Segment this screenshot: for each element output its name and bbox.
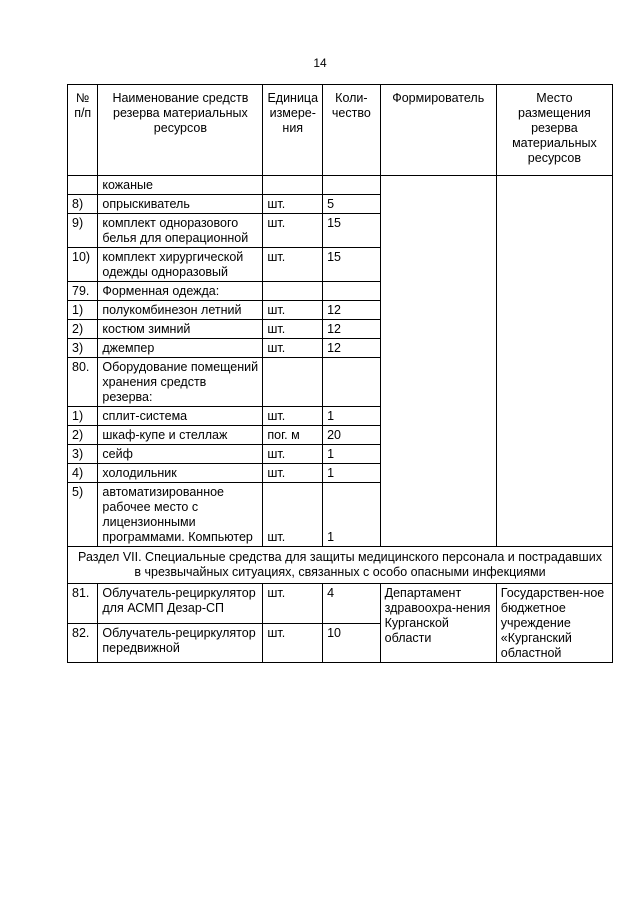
cell-name: джемпер	[98, 339, 263, 358]
cell-qty: 15	[323, 248, 381, 282]
cell-num: 8)	[68, 195, 98, 214]
cell-qty: 15	[323, 214, 381, 248]
cell-name: Форменная одежда:	[98, 282, 263, 301]
cell-unit	[263, 176, 323, 195]
cell-name: Облучатель-рециркулятор передвижной	[98, 623, 263, 663]
table-header-row	[68, 85, 613, 176]
cell-num: 1)	[68, 301, 98, 320]
cell-unit	[263, 282, 323, 301]
header-num: № п/п	[68, 85, 98, 176]
cell-name: холодильник	[98, 464, 263, 483]
cell-qty	[323, 358, 381, 407]
cell-num: 2)	[68, 426, 98, 445]
cell-num: 79.	[68, 282, 98, 301]
cell-former: Департамент здравоохра-нения Курганской области	[380, 584, 496, 663]
section-row	[68, 547, 613, 584]
cell-former-empty	[380, 176, 496, 547]
header-unit: Единица измере-ния	[263, 85, 323, 176]
cell-qty: 1	[323, 464, 381, 483]
cell-qty	[323, 176, 381, 195]
cell-num: 5)	[68, 483, 98, 547]
table-row	[68, 176, 613, 195]
cell-name: Облучатель-рециркулятор для АСМП Дезар-СП	[98, 584, 263, 624]
header-former: Формирователь	[380, 85, 496, 176]
cell-unit: шт.	[263, 301, 323, 320]
cell-name: шкаф-купе и стеллаж	[98, 426, 263, 445]
cell-qty: 10	[323, 623, 381, 663]
cell-qty: 4	[323, 584, 381, 624]
cell-num: 81.	[68, 584, 98, 624]
cell-qty: 1	[323, 407, 381, 426]
header-qty: Коли-чество	[323, 85, 381, 176]
cell-num: 3)	[68, 445, 98, 464]
cell-unit: шт.	[263, 248, 323, 282]
cell-name: полукомбинезон летний	[98, 301, 263, 320]
cell-num	[68, 176, 98, 195]
cell-unit: шт.	[263, 584, 323, 624]
cell-num: 82.	[68, 623, 98, 663]
cell-unit: шт.	[263, 320, 323, 339]
section-title: Раздел VII. Специальные средства для защиты медицинского персонала и пострадавших в чрезвычайных ситуациях, связанных с особо опасными инфекциями	[68, 547, 613, 584]
cell-num: 80.	[68, 358, 98, 407]
cell-name: комплект одноразового белья для операционной	[98, 214, 263, 248]
cell-place-empty	[496, 176, 612, 547]
cell-unit: шт.	[263, 483, 323, 547]
cell-num: 4)	[68, 464, 98, 483]
cell-place: Государствен-ное бюджетное учреждение «Курганский областной	[496, 584, 612, 663]
table-row	[68, 584, 613, 624]
cell-num: 2)	[68, 320, 98, 339]
cell-qty: 12	[323, 339, 381, 358]
cell-name: костюм зимний	[98, 320, 263, 339]
cell-name: сплит-система	[98, 407, 263, 426]
cell-qty: 1	[323, 445, 381, 464]
header-name: Наименование средств резерва материальных ресурсов	[98, 85, 263, 176]
cell-name: сейф	[98, 445, 263, 464]
cell-name: автоматизированное рабочее место с лицензионными программами. Компьютер	[98, 483, 263, 547]
cell-unit: шт.	[263, 195, 323, 214]
cell-num: 10)	[68, 248, 98, 282]
cell-name: комплект хирургической одежды одноразовый	[98, 248, 263, 282]
cell-unit: шт.	[263, 623, 323, 663]
cell-qty: 5	[323, 195, 381, 214]
cell-unit: шт.	[263, 445, 323, 464]
cell-unit: шт.	[263, 407, 323, 426]
cell-unit: шт.	[263, 464, 323, 483]
cell-name: кожаные	[98, 176, 263, 195]
cell-qty: 20	[323, 426, 381, 445]
header-place: Место размещения резерва материальных ресурсов	[496, 85, 612, 176]
cell-name: Оборудование помещений хранения средств резерва:	[98, 358, 263, 407]
cell-qty: 1	[323, 483, 381, 547]
cell-unit: пог. м	[263, 426, 323, 445]
cell-name: опрыскиватель	[98, 195, 263, 214]
cell-qty	[323, 282, 381, 301]
cell-unit: шт.	[263, 339, 323, 358]
reserve-table	[67, 84, 613, 663]
cell-unit: шт.	[263, 214, 323, 248]
cell-qty: 12	[323, 320, 381, 339]
cell-qty: 12	[323, 301, 381, 320]
cell-num: 9)	[68, 214, 98, 248]
cell-num: 3)	[68, 339, 98, 358]
cell-num: 1)	[68, 407, 98, 426]
cell-unit	[263, 358, 323, 407]
page-number: 14	[313, 56, 327, 70]
